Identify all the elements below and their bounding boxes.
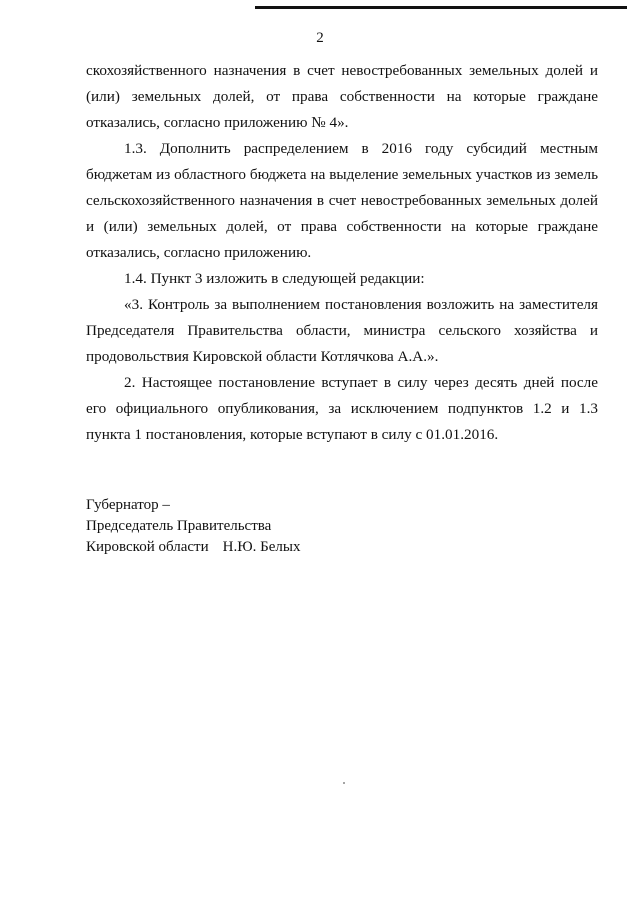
document-body bbox=[86, 58, 598, 448]
signature-name: Н.Ю. Белых bbox=[222, 539, 301, 555]
signature-block bbox=[86, 495, 386, 558]
signature-region-line bbox=[86, 537, 386, 558]
top-rule bbox=[255, 6, 627, 9]
scan-speck bbox=[343, 782, 345, 784]
signature-region: Кировской области bbox=[86, 539, 209, 555]
paragraph-2: 2. Настоящее постановление вступает в силу через десять дней после его официального опубликования, за исключением подпунктов 1.2 и 1.3 пункта 1 постановления, которые вступают в силу с 01.01.2016. bbox=[86, 374, 598, 443]
paragraph-1-3: 1.3. Дополнить распределением в 2016 году субсидий местным бюджетам из областного бюджета на выделение земельных участков из земель сельскохозяйственного назначения в счет невостребованных земельных долей и (или) земельных долей, от права собственности на которые граждане отказались, согласно приложению. bbox=[86, 140, 598, 261]
page-number: 2 bbox=[316, 30, 324, 46]
paragraph-point-3-quote: «3. Контроль за выполнением постановления возложить на заместителя Председателя Правительства области, министра сельского хозяйства и продовольствия Кировской области Котлячкова А.А.». bbox=[86, 296, 598, 365]
paragraph-continuation: скохозяйственного назначения в счет невостребованных земельных долей и (или) земельных долей, от права собственности на которые граждане отказались, согласно приложению № 4». bbox=[86, 62, 598, 131]
signature-title-governor: Губернатор – bbox=[86, 497, 170, 513]
paragraph-1-4: 1.4. Пункт 3 изложить в следующей редакции: bbox=[124, 270, 425, 287]
signature-title-chairman: Председатель Правительства bbox=[86, 518, 272, 534]
